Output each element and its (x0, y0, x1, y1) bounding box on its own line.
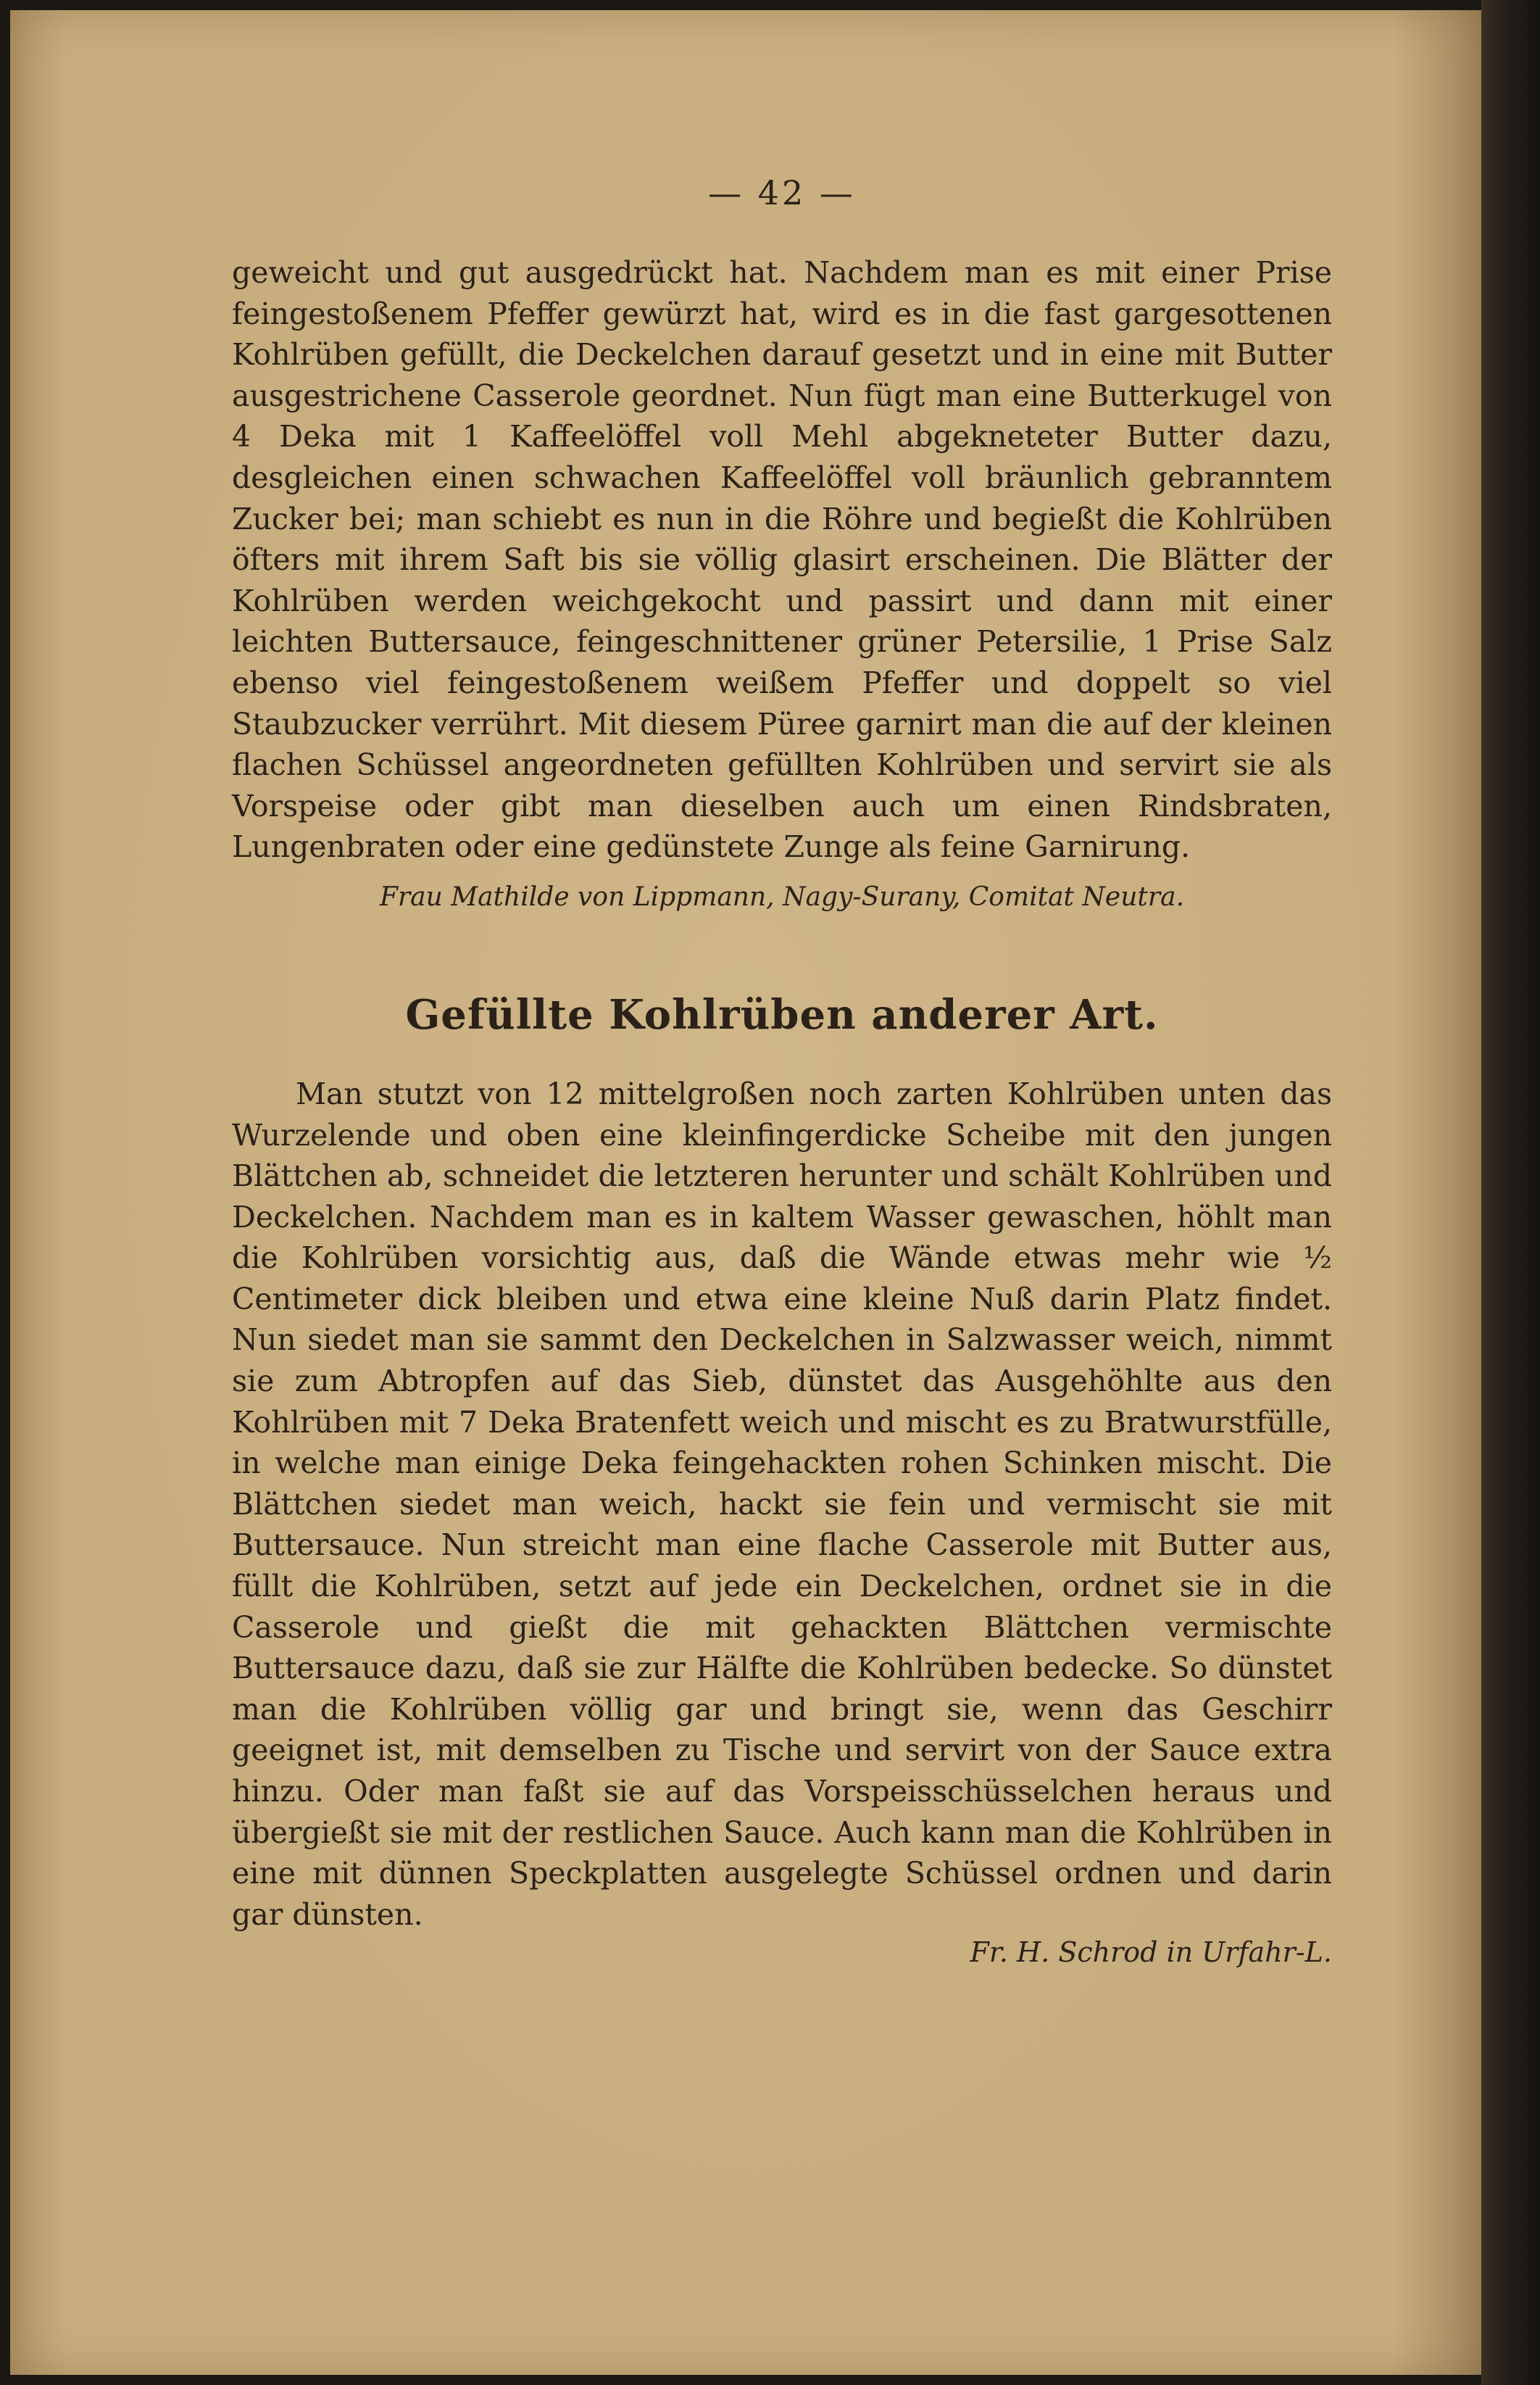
recipe-2-paragraph: Man stutzt von 12 mittelgroßen noch zarten Kohlrüben unten das Wurzelende und oben eine kleinfingerdicke Scheibe mit den jungen Blättchen ab, schneidet die letzteren herunter und schält Kohlrüben und Deckelchen. Nachdem man es in kaltem Wasser gewaschen, höhlt man die Kohlrüben vorsichtig aus, daß die Wände etwas mehr wie ½ Centimeter dick bleiben und etwa eine kleine Nuß darin Platz findet. Nun siedet man sie sammt den Deckelchen in Salzwasser weich, nimmt sie zum Abtropfen auf das Sieb, dünstet das Ausgehöhlte aus den Kohlrüben mit 7 Deka Bratenfett weich und mischt es zu Bratwurstfülle, in welche man einige Deka feingehackten rohen Schinken mischt. Die Blättchen siedet man weich, hackt sie fein und vermischt sie mit Buttersauce. Nun streicht man eine flache Casserole mit Butter aus, füllt die Kohlrüben, setzt auf jede ein Deckelchen, ordnet sie in die Casserole und gießt die mit gehackten Blättchen vermischte Buttersauce dazu, daß sie zur Hälfte die Kohlrüben bedecke. So dünstet man die Kohlrüben völlig gar und bringt sie, wenn das Geschirr geeignet ist, mit demselben zu Tische und servirt von der Sauce extra hinzu. Oder man faßt sie auf das Vorspeisschüsselchen heraus und übergießt sie mit der restlichen Sauce. Auch kann man die Kohlrüben in eine mit dünnen Speckplatten ausgelegte Schüssel ordnen und darin gar dünsten. (232, 1076, 1332, 1932)
recipe-1-attribution: Frau Mathilde von Lippmann, Nagy-Surany, Comitat Neutra. (379, 882, 1185, 912)
text-block (232, 171, 1332, 1973)
recipe-continuation-paragraph: geweicht und gut ausgedrückt hat. Nachdem man es mit einer Prise feingestoßenem Pfeffer gewürzt hat, wird es in die fast gargesottenen Kohlrüben gefüllt, die Deckelchen darauf gesetzt und in eine mit Butter ausgestrichene Casserole geordnet. Nun fügt man eine Butterkugel von 4 Deka mit 1 Kaffeelöffel voll Mehl abgekneteter Butter dazu, desgleichen einen schwachen Kaffeelöffel voll bräunlich gebranntem Zucker bei; man schiebt es nun in die Röhre und begießt die Kohlrüben öfters mit ihrem Saft bis sie völlig glasirt erscheinen. Die Blätter der Kohlrüben werden weichgekocht und passirt und dann mit einer leichten Buttersauce, feingeschnittener grüner Petersilie, 1 Prise Salz ebenso viel feingestoßenem weißem Pfeffer und doppelt so viel Staubzucker verrührt. Mit diesem Püree garnirt man die auf der kleinen flachen Schüssel angeordneten gefüllten Kohlrüben und servirt sie als Vorspeise oder gibt man dieselben auch um einen Rindsbraten, Lungenbraten oder eine gedünstete Zunge als feine Garnirung. (232, 255, 1332, 865)
book-binding-edge (1481, 0, 1540, 2385)
page-number: — 42 — (708, 173, 856, 212)
paper-sheet (10, 10, 1481, 2375)
recipe-2-heading: Gefüllte Kohlrüben anderer Art. (405, 990, 1159, 1039)
recipe-2-attribution: Fr. H. Schrod in Urfahr-L. (970, 1936, 1332, 1969)
